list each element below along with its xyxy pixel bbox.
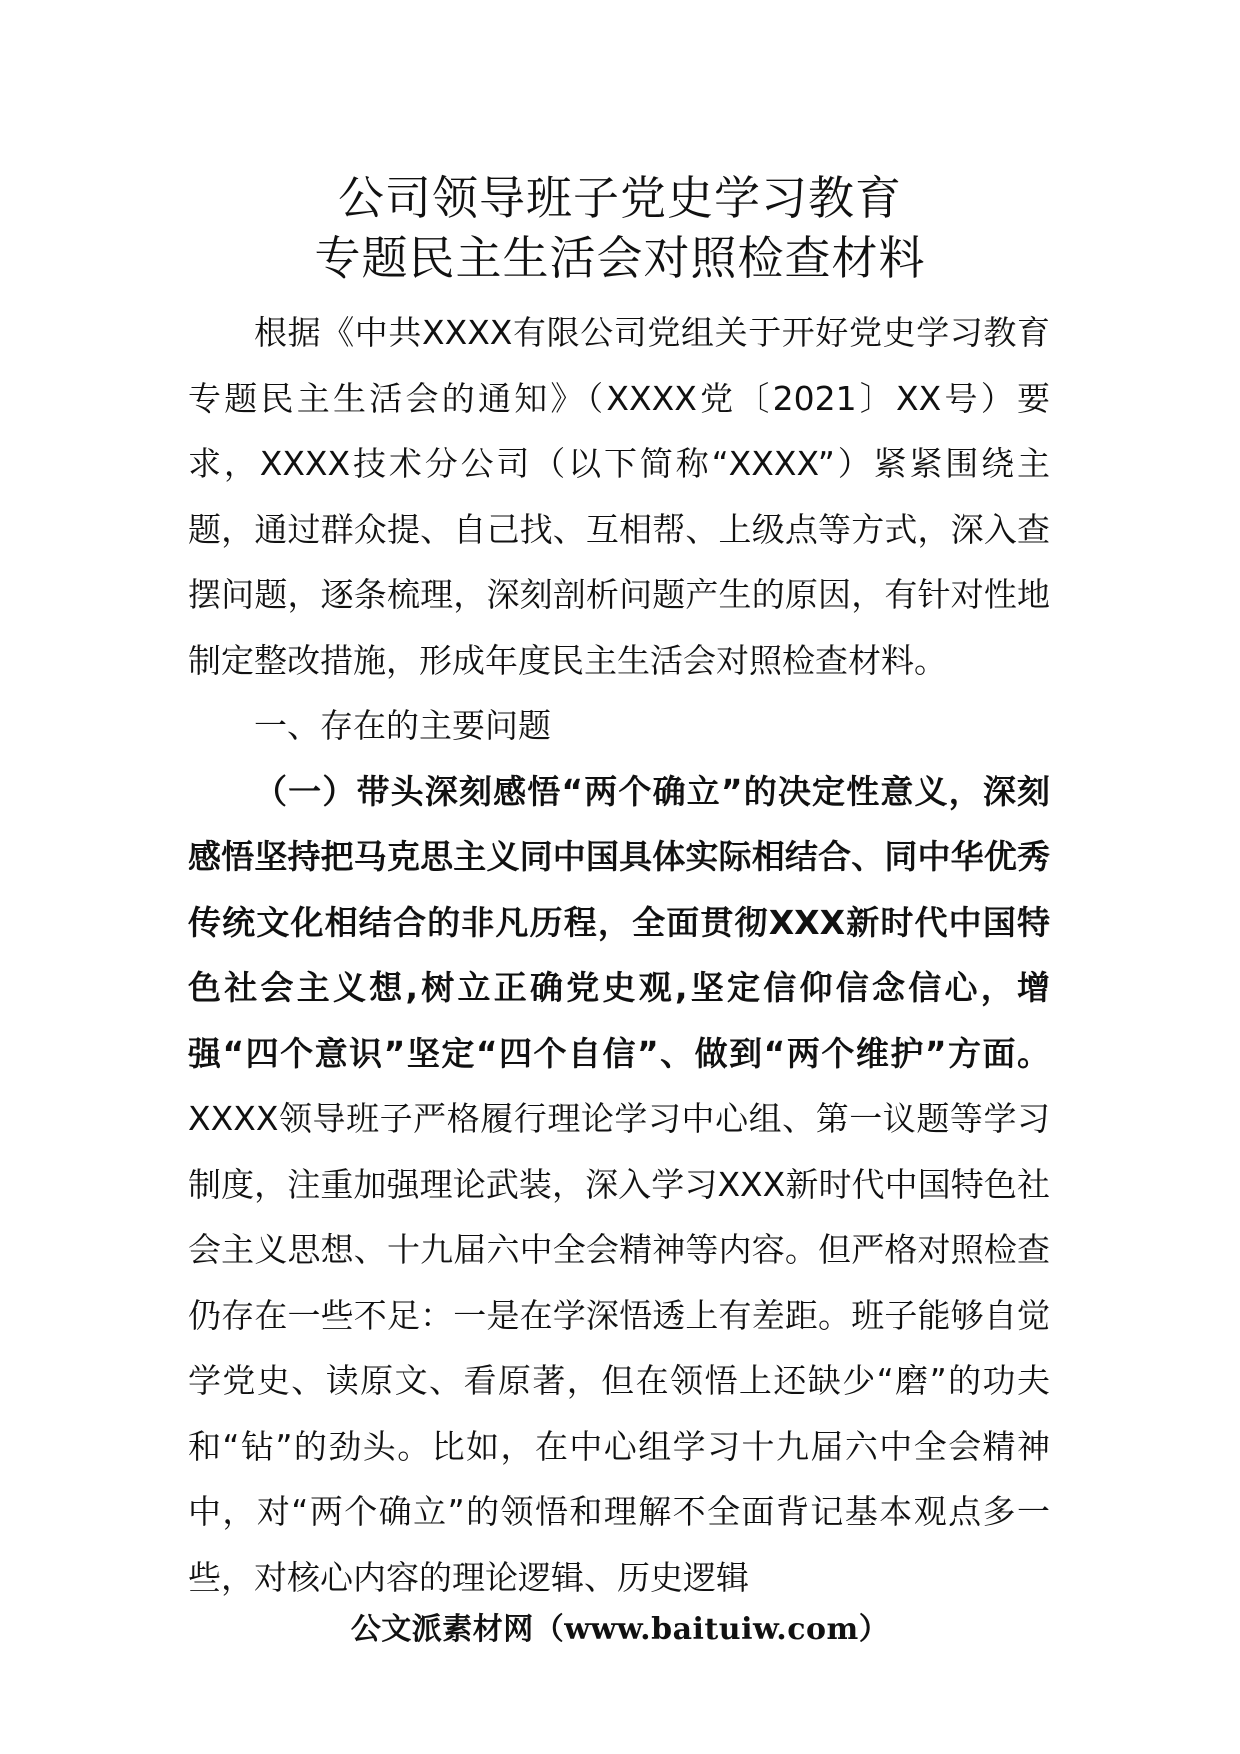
- subsection-body: XXXX领导班子严格履行理论学习中心组、第一议题等学习制度，注重加强理论武装，深入学习XXX新时代中国特色社会主义思想、十九届六中全会精神等内容。但严格对照检查仍存在一些不足：一是在学深悟透上有差距。班子能够自觉学党史、读原文、看原著，但在领悟上还缺少“磨”的功夫和“钻”的劲头。比如，在中心组学习十九届六中全会精神中，对“两个确立”的领悟和理解不全面背记基本观点多一些，对核心内容的理论逻辑、历史逻辑: [188, 1099, 1050, 1597]
- title-line-1: 公司领导班子党史学习教育: [338, 171, 902, 225]
- document-title: [0, 168, 1240, 288]
- document-body: [188, 300, 1050, 1610]
- intro-paragraph: 根据《中共XXXX有限公司党组关于开好党史学习教育专题民主生活会的通知》（XXXX党〔2021〕XX号）要求，XXXX技术分公司（以下简称“XXXX”）紧紧围绕主题，通过群众提、自己找、互相帮、上级点等方式，深入查摆问题，逐条梳理，深刻剖析问题产生的原因，有针对性地制定整改措施，形成年度民主生活会对照检查材料。: [188, 313, 1050, 680]
- title-line-2: 专题民主生活会对照检查材料: [314, 231, 926, 285]
- subsection-heading: （一）带头深刻感悟“两个确立”的决定性意义，深刻感悟坚持把马克思主义同中国具体实际相结合、同中华优秀传统文化相结合的非凡历程，全面贯彻XXX新时代中国特色社会主义想,树立正确党史观,坚定信仰信念信心，增强“四个意识”坚定“四个自信”、做到“两个维护”方面。: [188, 771, 1050, 1073]
- footer-watermark: 公文派素材网（www.baituiw.com）: [350, 1612, 890, 1647]
- section-heading: 一、存在的主要问题: [254, 706, 551, 745]
- subsection-paragraph: [188, 759, 1050, 1611]
